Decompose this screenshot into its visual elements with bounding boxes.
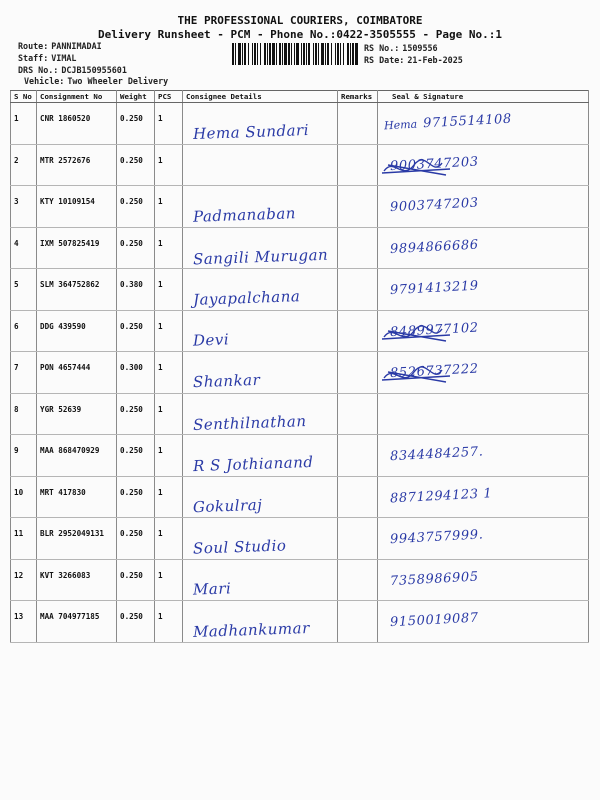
weight-cell: 0.250 — [117, 476, 155, 518]
consignee-cell — [183, 310, 338, 352]
column-header: S No — [11, 91, 37, 103]
sno-cell: 5 — [11, 269, 37, 311]
signature-text — [384, 284, 385, 297]
pcs-cell: 1 — [155, 518, 183, 560]
pcs-cell: 1 — [155, 310, 183, 352]
consignment-cell: BLR 2952049131 — [37, 518, 117, 560]
consignee-handwriting: Soul Studio — [192, 536, 287, 558]
company-title: THE PROFESSIONAL COURIERS, COIMBATORE — [177, 14, 423, 27]
consignee-cell — [183, 269, 338, 311]
phone-number: 9894866686 — [389, 237, 480, 257]
seal-handwriting — [384, 610, 480, 631]
sno-cell: 6 — [11, 310, 37, 352]
consignee-handwriting: Mari — [192, 578, 232, 599]
consignee-handwriting: Jayapalchana — [192, 287, 301, 309]
phone-number: 9150019087 — [389, 610, 480, 631]
phone-number: 9791413219 — [389, 278, 480, 299]
seal-handwriting — [383, 111, 513, 133]
remarks-cell — [338, 352, 378, 394]
phone-number — [390, 405, 391, 420]
signature-text — [384, 492, 385, 505]
rs-date-value: 21-Feb-2025 — [407, 55, 463, 65]
runsheet-subtitle: Delivery Runsheet - PCM - Phone No.:0422-3505555 - Page No.:1 — [98, 28, 502, 41]
table-row — [11, 103, 589, 145]
phone-number: 9003747203 — [389, 154, 480, 174]
signature-text — [384, 407, 385, 420]
staff-line — [18, 53, 76, 63]
remarks-cell — [338, 144, 378, 186]
weight-cell: 0.250 — [117, 435, 155, 477]
delivery-table — [10, 90, 589, 643]
rs-no-line — [364, 43, 438, 53]
drs-label: DRS No.: — [18, 65, 59, 75]
table-header-row — [11, 91, 589, 103]
consignee-handwriting: Devi — [192, 329, 230, 350]
pcs-cell: 1 — [155, 103, 183, 145]
rs-date-label: RS Date: — [364, 55, 405, 65]
consignee-cell — [183, 476, 338, 518]
seal-handwriting — [384, 485, 493, 507]
pcs-cell: 1 — [155, 435, 183, 477]
remarks-cell — [338, 601, 378, 643]
phone-number: 9715514108 — [422, 111, 513, 132]
seal-handwriting — [384, 444, 484, 465]
table-row — [11, 186, 589, 228]
phone-number: 8526737222 — [389, 361, 480, 382]
signature-text — [384, 575, 385, 588]
consignee-cell — [183, 186, 338, 228]
weight-cell: 0.250 — [117, 310, 155, 352]
consignee-handwriting: R S Jothianand — [192, 452, 314, 476]
consignment-cell: KVT 3266083 — [37, 559, 117, 601]
sno-cell: 8 — [11, 393, 37, 435]
route-value: PANNIMADAI — [51, 41, 102, 51]
phone-number: 8344484257. — [389, 444, 484, 465]
seal-handwriting — [384, 237, 480, 257]
weight-cell: 0.250 — [117, 518, 155, 560]
remarks-cell — [338, 476, 378, 518]
drs-line — [18, 65, 127, 75]
table-row — [11, 269, 589, 311]
seal-signature-cell — [378, 393, 589, 435]
consignee-handwriting: Gokulraj — [192, 495, 263, 516]
barcode-image — [232, 43, 358, 65]
vehicle-line — [24, 76, 168, 86]
consignee-handwriting: Padmanaban — [192, 204, 297, 226]
consignee-handwriting: Sangili Murugan — [192, 245, 329, 268]
vehicle-value: Two Wheeler Delivery — [67, 76, 169, 86]
remarks-cell — [338, 269, 378, 311]
column-header: Seal & Signature — [378, 91, 589, 103]
seal-handwriting — [384, 195, 480, 216]
consignment-cell: DDG 439590 — [37, 310, 117, 352]
remarks-cell — [338, 227, 378, 269]
seal-signature-cell — [378, 601, 589, 643]
column-header: Remarks — [338, 91, 378, 103]
sno-cell: 13 — [11, 601, 37, 643]
staff-value: VIMAL — [51, 53, 77, 63]
consignment-cell: PON 4657444 — [37, 352, 117, 394]
table-row — [11, 435, 589, 477]
seal-signature-cell — [378, 352, 589, 394]
drs-value: DCJB150955601 — [61, 65, 127, 75]
consignment-cell: CNR 1860520 — [37, 103, 117, 145]
consignee-cell — [183, 601, 338, 643]
phone-number: 7358986905 — [389, 569, 480, 589]
sno-cell: 11 — [11, 518, 37, 560]
seal-handwriting — [384, 407, 391, 417]
consignment-cell: YGR 52639 — [37, 393, 117, 435]
pcs-cell: 1 — [155, 559, 183, 601]
table-row — [11, 227, 589, 269]
table-row — [11, 393, 589, 435]
column-header: Consignee Details — [183, 91, 338, 103]
seal-signature-cell — [378, 186, 589, 228]
pcs-cell: 1 — [155, 601, 183, 643]
weight-cell: 0.300 — [117, 352, 155, 394]
consignment-cell: MAA 704977185 — [37, 601, 117, 643]
table-row — [11, 518, 589, 560]
consignment-cell: KTY 10109154 — [37, 186, 117, 228]
signature-text — [384, 616, 385, 629]
seal-handwriting — [384, 527, 484, 548]
weight-cell: 0.250 — [117, 186, 155, 228]
column-header: PCS — [155, 91, 183, 103]
rs-date-line — [364, 55, 463, 65]
pcs-cell: 1 — [155, 186, 183, 228]
remarks-cell — [338, 393, 378, 435]
consignee-cell — [183, 435, 338, 477]
weight-cell: 0.250 — [117, 393, 155, 435]
signature-text: Hema — [383, 117, 418, 133]
consignee-cell — [183, 103, 338, 145]
weight-cell: 0.250 — [117, 103, 155, 145]
seal-handwriting — [384, 278, 480, 299]
sno-cell: 9 — [11, 435, 37, 477]
sno-cell: 7 — [11, 352, 37, 394]
seal-signature-cell — [378, 103, 589, 145]
pcs-cell: 1 — [155, 227, 183, 269]
consignee-cell — [183, 144, 338, 186]
consignee-handwriting: Hema Sundari — [192, 120, 310, 144]
scribble-signature-icon — [380, 317, 580, 351]
consignee-cell — [183, 518, 338, 560]
column-header: Weight — [117, 91, 155, 103]
sno-cell: 12 — [11, 559, 37, 601]
table-row — [11, 352, 589, 394]
remarks-cell — [338, 310, 378, 352]
seal-signature-cell — [378, 476, 589, 518]
remarks-cell — [338, 103, 378, 145]
consignee-cell — [183, 393, 338, 435]
seal-signature-cell — [378, 310, 589, 352]
phone-number: 8489977102 — [389, 320, 480, 340]
route-line — [18, 41, 102, 51]
rs-no-label: RS No.: — [364, 43, 400, 53]
consignment-cell: MAA 868470929 — [37, 435, 117, 477]
pcs-cell: 1 — [155, 476, 183, 518]
seal-handwriting — [384, 569, 480, 589]
seal-signature-cell — [378, 435, 589, 477]
remarks-cell — [338, 559, 378, 601]
consignment-cell: IXM 507825419 — [37, 227, 117, 269]
seal-signature-cell — [378, 269, 589, 311]
consignment-cell: MTR 2572676 — [37, 144, 117, 186]
consignee-handwriting: Senthilnathan — [192, 411, 307, 434]
seal-signature-cell — [378, 518, 589, 560]
table-row — [11, 559, 589, 601]
consignment-cell: SLM 364752862 — [37, 269, 117, 311]
route-label: Route: — [18, 41, 49, 51]
remarks-cell — [338, 435, 378, 477]
seal-signature-cell — [378, 227, 589, 269]
rs-no-value: 1509556 — [402, 43, 438, 53]
pcs-cell: 1 — [155, 352, 183, 394]
consignee-cell — [183, 227, 338, 269]
phone-number: 9943757999. — [389, 527, 484, 548]
weight-cell: 0.250 — [117, 144, 155, 186]
remarks-cell — [338, 186, 378, 228]
table-row — [11, 144, 589, 186]
phone-number: 8871294123 1 — [389, 485, 493, 507]
signature-text — [384, 451, 385, 464]
pcs-cell: 1 — [155, 144, 183, 186]
pcs-cell: 1 — [155, 269, 183, 311]
signature-text — [384, 243, 385, 256]
table-row — [11, 310, 589, 352]
signature-text — [384, 201, 385, 214]
signature-text — [384, 534, 385, 547]
vehicle-label: Vehicle: — [24, 76, 65, 86]
scribble-signature-icon — [380, 151, 580, 185]
seal-signature-cell — [378, 144, 589, 186]
sno-cell: 2 — [11, 144, 37, 186]
phone-number: 9003747203 — [389, 195, 480, 216]
scribble-signature-icon — [380, 358, 580, 392]
weight-cell: 0.250 — [117, 559, 155, 601]
consignee-cell — [183, 352, 338, 394]
weight-cell: 0.380 — [117, 269, 155, 311]
consignee-handwriting: Shankar — [192, 370, 261, 392]
sno-cell: 4 — [11, 227, 37, 269]
consignee-handwriting: Madhankumar — [192, 618, 311, 642]
weight-cell: 0.250 — [117, 227, 155, 269]
weight-cell: 0.250 — [117, 601, 155, 643]
column-header: Consignment No — [37, 91, 117, 103]
sno-cell: 10 — [11, 476, 37, 518]
consignment-cell: MRT 417830 — [37, 476, 117, 518]
remarks-cell — [338, 518, 378, 560]
consignee-cell — [183, 559, 338, 601]
pcs-cell: 1 — [155, 393, 183, 435]
sno-cell: 1 — [11, 103, 37, 145]
table-row — [11, 476, 589, 518]
sno-cell: 3 — [11, 186, 37, 228]
table-row — [11, 601, 589, 643]
seal-signature-cell — [378, 559, 589, 601]
staff-label: Staff: — [18, 53, 49, 63]
